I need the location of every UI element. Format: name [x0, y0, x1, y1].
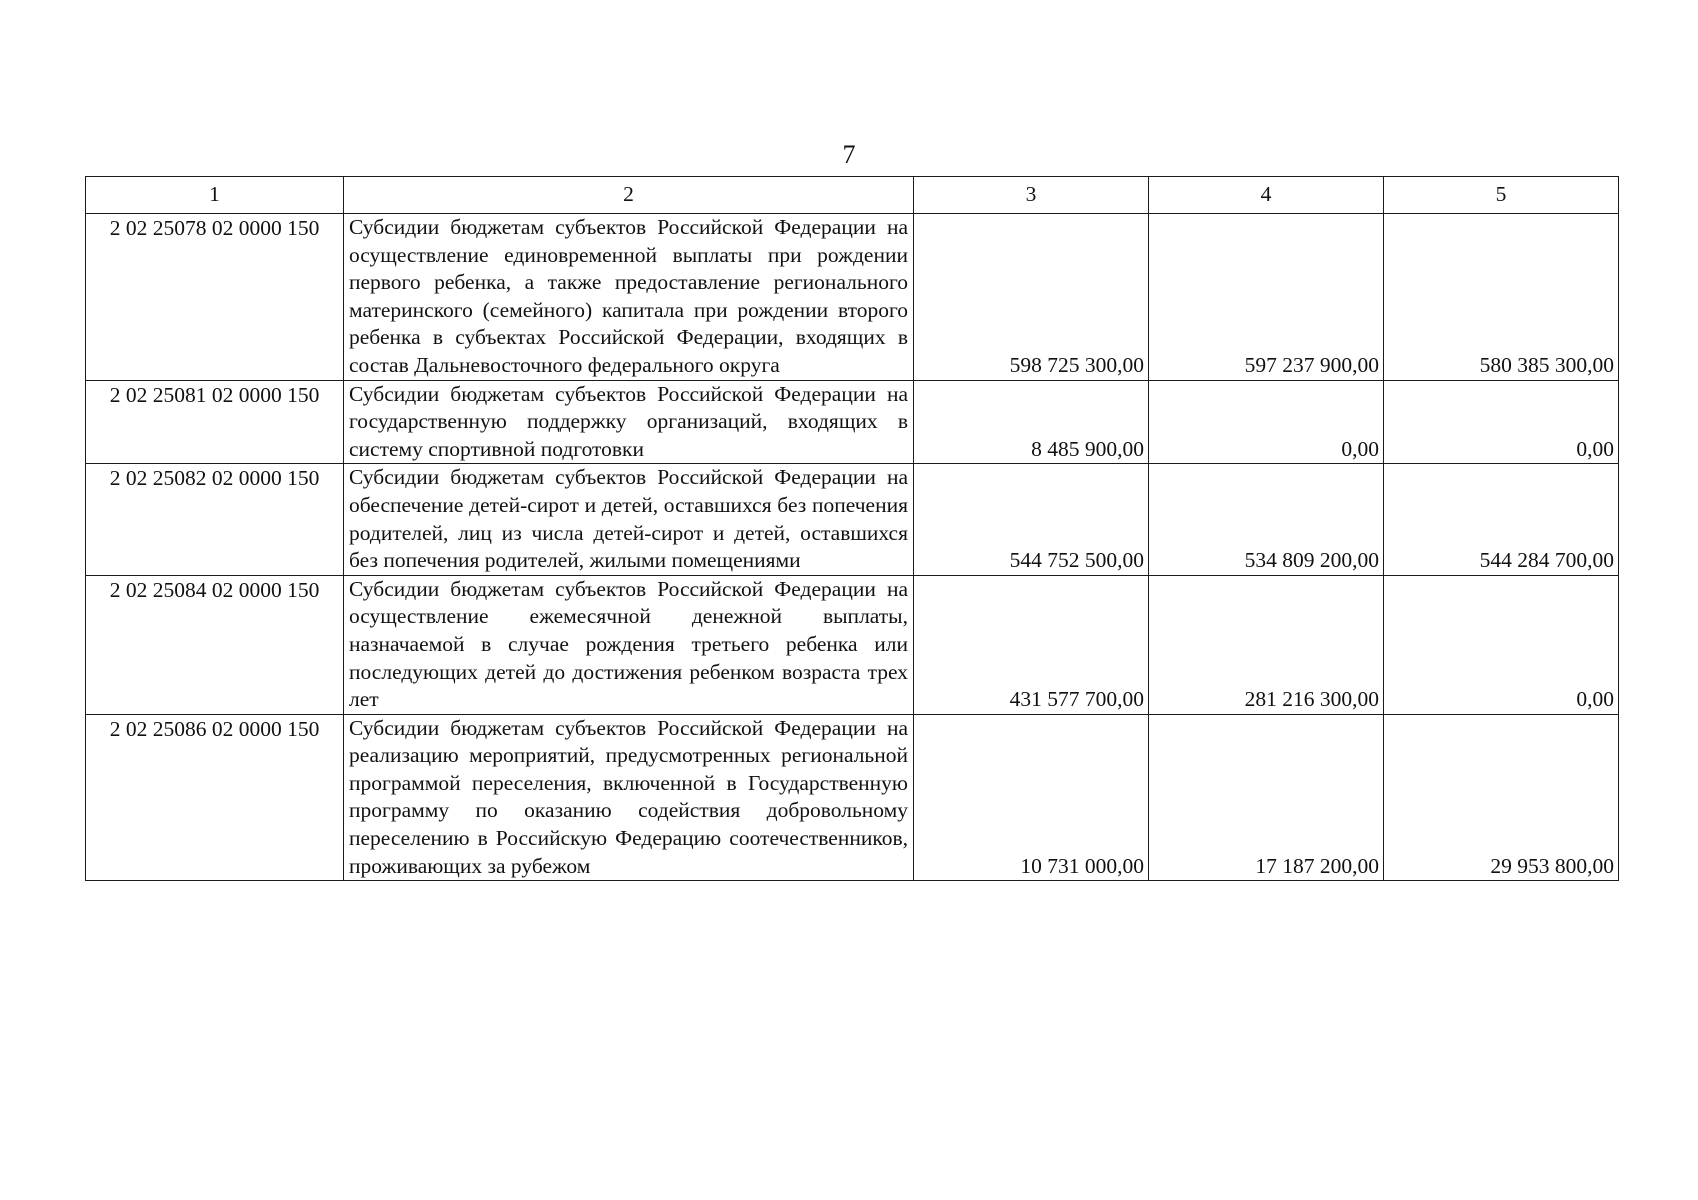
- budget-table: [85, 176, 1619, 881]
- column-header: 1: [86, 177, 344, 214]
- amount-col4-cell: 597 237 900,00: [1149, 214, 1384, 381]
- budget-code-cell: 2 02 25086 02 0000 150: [86, 714, 344, 881]
- amount-col4-cell: 17 187 200,00: [1149, 714, 1384, 881]
- table-row: [86, 714, 1619, 881]
- budget-code-cell: 2 02 25082 02 0000 150: [86, 464, 344, 575]
- description-cell: Субсидии бюджетам субъектов Российской Федерации на обеспечение детей-сирот и детей, оставшихся без попечения родителей, лиц из числа детей-сирот и детей, оставшихся без попечения родителей, жилыми помещениями: [344, 464, 914, 575]
- amount-col3-cell: 598 725 300,00: [914, 214, 1149, 381]
- amount-col4-cell: 534 809 200,00: [1149, 464, 1384, 575]
- column-header: 3: [914, 177, 1149, 214]
- amount-col4-cell: 0,00: [1149, 380, 1384, 464]
- table-header-row: [86, 177, 1619, 214]
- amount-col5-cell: 544 284 700,00: [1384, 464, 1619, 575]
- amount-col3-cell: 10 731 000,00: [914, 714, 1149, 881]
- description-cell: Субсидии бюджетам субъектов Российской Федерации на осуществление единовременной выплаты при рождении первого ребенка, а также предоставление регионального материнского (семейного) капитала при рождении второго ребенка в субъектах Российской Федерации, входящих в состав Дальневосточного федерального округа: [344, 214, 914, 381]
- table-row: [86, 464, 1619, 575]
- budget-code-cell: 2 02 25078 02 0000 150: [86, 214, 344, 381]
- page-number: 7: [842, 140, 856, 169]
- amount-col4-cell: 281 216 300,00: [1149, 575, 1384, 714]
- column-header: 2: [344, 177, 914, 214]
- amount-col5-cell: 0,00: [1384, 575, 1619, 714]
- column-header: 4: [1149, 177, 1384, 214]
- table-row: [86, 380, 1619, 464]
- description-cell: Субсидии бюджетам субъектов Российской Федерации на осуществление ежемесячной денежной выплаты, назначаемой в случае рождения третьего ребенка или последующих детей до достижения ребенком возраста трех лет: [344, 575, 914, 714]
- amount-col5-cell: 580 385 300,00: [1384, 214, 1619, 381]
- column-header: 5: [1384, 177, 1619, 214]
- amount-col3-cell: 544 752 500,00: [914, 464, 1149, 575]
- description-cell: Субсидии бюджетам субъектов Российской Федерации на государственную поддержку организаций, входящих в систему спортивной подготовки: [344, 380, 914, 464]
- budget-code-cell: 2 02 25081 02 0000 150: [86, 380, 344, 464]
- table-row: [86, 575, 1619, 714]
- amount-col5-cell: 0,00: [1384, 380, 1619, 464]
- amount-col5-cell: 29 953 800,00: [1384, 714, 1619, 881]
- description-cell: Субсидии бюджетам субъектов Российской Федерации на реализацию мероприятий, предусмотренных региональной программой переселения, включенной в Государственную программу по оказанию содействия добровольному переселению в Российскую Федерацию соотечественников, проживающих за рубежом: [344, 714, 914, 881]
- amount-col3-cell: 431 577 700,00: [914, 575, 1149, 714]
- table-row: [86, 214, 1619, 381]
- amount-col3-cell: 8 485 900,00: [914, 380, 1149, 464]
- budget-code-cell: 2 02 25084 02 0000 150: [86, 575, 344, 714]
